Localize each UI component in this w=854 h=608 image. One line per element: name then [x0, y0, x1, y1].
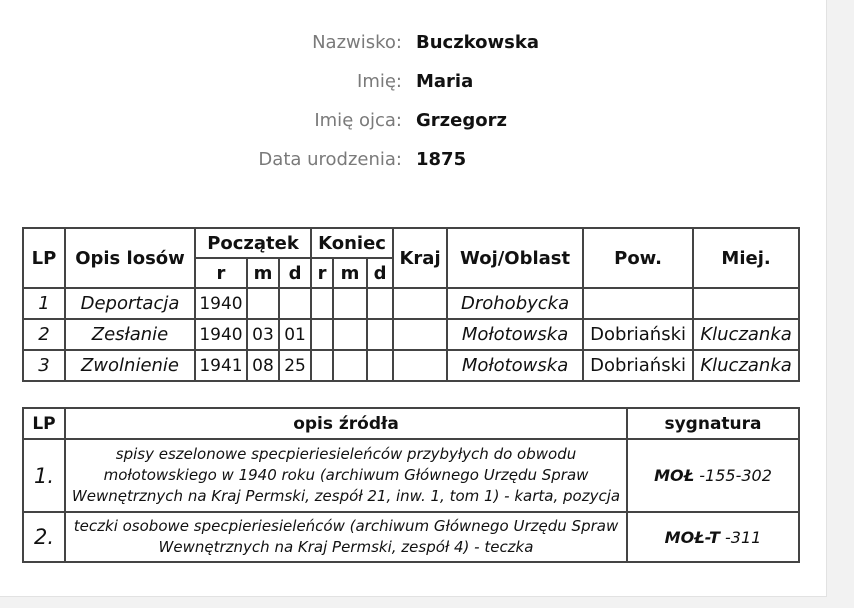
fate-cell-start-r: 1940: [195, 288, 247, 319]
fate-cell-end-r: [311, 319, 333, 350]
fate-cell-end-r: [311, 350, 333, 381]
fate-cell-woj: Drohobycka: [447, 288, 583, 319]
fate-cell-miej: Kluczanka: [693, 319, 799, 350]
fate-cell-kraj: [393, 319, 447, 350]
fate-header-pow: Pow.: [583, 228, 693, 288]
fate-cell-kraj: [393, 350, 447, 381]
fate-header-end-m: m: [333, 258, 367, 288]
fate-header-lp: LP: [23, 228, 65, 288]
fate-header-woj: Woj/Oblast: [447, 228, 583, 288]
fate-cell-lp: 2: [23, 319, 65, 350]
fate-cell-opis: Zesłanie: [65, 319, 195, 350]
fate-table: [22, 227, 800, 382]
fate-cell-end-m: [333, 350, 367, 381]
fate-cell-start-m: 03: [247, 319, 279, 350]
fate-header-opis: Opis losów: [65, 228, 195, 288]
fate-header-row: [23, 228, 799, 258]
fate-cell-start-d: 25: [279, 350, 311, 381]
fate-header-start-r: r: [195, 258, 247, 288]
signature-code: MOŁ-T: [664, 527, 720, 547]
father-name-row: [0, 109, 826, 133]
source-cell-sygnatura: [627, 439, 799, 512]
fate-cell-pow: [583, 288, 693, 319]
fate-header-kraj: Kraj: [393, 228, 447, 288]
name-row: [0, 70, 826, 94]
fate-header-end-r: r: [311, 258, 333, 288]
surname-row: [0, 31, 826, 55]
surname-value: Buczkowska: [416, 32, 539, 53]
fate-cell-start-m: 08: [247, 350, 279, 381]
source-header-opis: opis źródła: [65, 408, 627, 439]
fate-cell-end-r: [311, 288, 333, 319]
fate-cell-kraj: [393, 288, 447, 319]
table-row: [23, 288, 799, 319]
fate-header-end-d: d: [367, 258, 393, 288]
birth-date-value: 1875: [416, 149, 467, 170]
fate-header-start-m: m: [247, 258, 279, 288]
fate-header-koniec: Koniec: [311, 228, 393, 258]
table-row: [23, 439, 799, 512]
source-cell-lp: 2.: [23, 512, 65, 562]
fate-cell-opis: Zwolnienie: [65, 350, 195, 381]
fate-header-poczatek: Początek: [195, 228, 311, 258]
table-row: [23, 512, 799, 562]
fate-cell-woj: Mołotowska: [447, 350, 583, 381]
source-cell-opis: spisy eszelonowe specpieriesieleńców przybyłych do obwodu mołotowskiego w 1940 roku (archiwum Głównego Urzędu Spraw Wewnętrznych na Kraj Permski, zespół 21, inw. 1, tom 1) - karta, pozycja: [65, 439, 627, 512]
name-value: Maria: [416, 71, 474, 92]
fate-cell-pow: Dobriański: [583, 350, 693, 381]
fate-cell-pow: Dobriański: [583, 319, 693, 350]
fate-cell-woj: Mołotowska: [447, 319, 583, 350]
source-cell-sygnatura: [627, 512, 799, 562]
fate-cell-end-m: [333, 319, 367, 350]
birth-date-label: Data urodzenia:: [258, 149, 402, 170]
surname-label: Nazwisko:: [312, 32, 402, 53]
birth-date-row: [0, 148, 826, 172]
fate-header-start-d: d: [279, 258, 311, 288]
fate-cell-opis: Deportacja: [65, 288, 195, 319]
fate-cell-start-r: 1940: [195, 319, 247, 350]
fate-cell-end-m: [333, 288, 367, 319]
fate-header-miej: Miej.: [693, 228, 799, 288]
fate-cell-lp: 3: [23, 350, 65, 381]
signature-number: -155-302: [694, 466, 772, 485]
source-header-row: [23, 408, 799, 439]
fate-cell-start-r: 1941: [195, 350, 247, 381]
fate-cell-miej: Kluczanka: [693, 350, 799, 381]
fate-cell-end-d: [367, 350, 393, 381]
table-row: [23, 350, 799, 381]
source-table: [22, 407, 800, 563]
fate-cell-end-d: [367, 319, 393, 350]
source-header-sygnatura: sygnatura: [627, 408, 799, 439]
name-label: Imię:: [357, 71, 402, 92]
source-cell-opis: teczki osobowe specpieriesieleńców (archiwum Głównego Urzędu Spraw Wewnętrznych na Kraj Permski, zespół 4) - teczka: [65, 512, 627, 562]
fate-cell-end-d: [367, 288, 393, 319]
father-name-label: Imię ojca:: [314, 110, 402, 131]
source-header-lp: LP: [23, 408, 65, 439]
fate-cell-start-m: [247, 288, 279, 319]
fate-cell-start-d: [279, 288, 311, 319]
signature-code: MOŁ: [654, 466, 695, 485]
source-cell-lp: 1.: [23, 439, 65, 512]
table-row: [23, 319, 799, 350]
signature-number: -311: [719, 527, 762, 547]
father-name-value: Grzegorz: [416, 110, 507, 131]
fate-cell-start-d: 01: [279, 319, 311, 350]
fate-cell-miej: [693, 288, 799, 319]
fate-cell-lp: 1: [23, 288, 65, 319]
